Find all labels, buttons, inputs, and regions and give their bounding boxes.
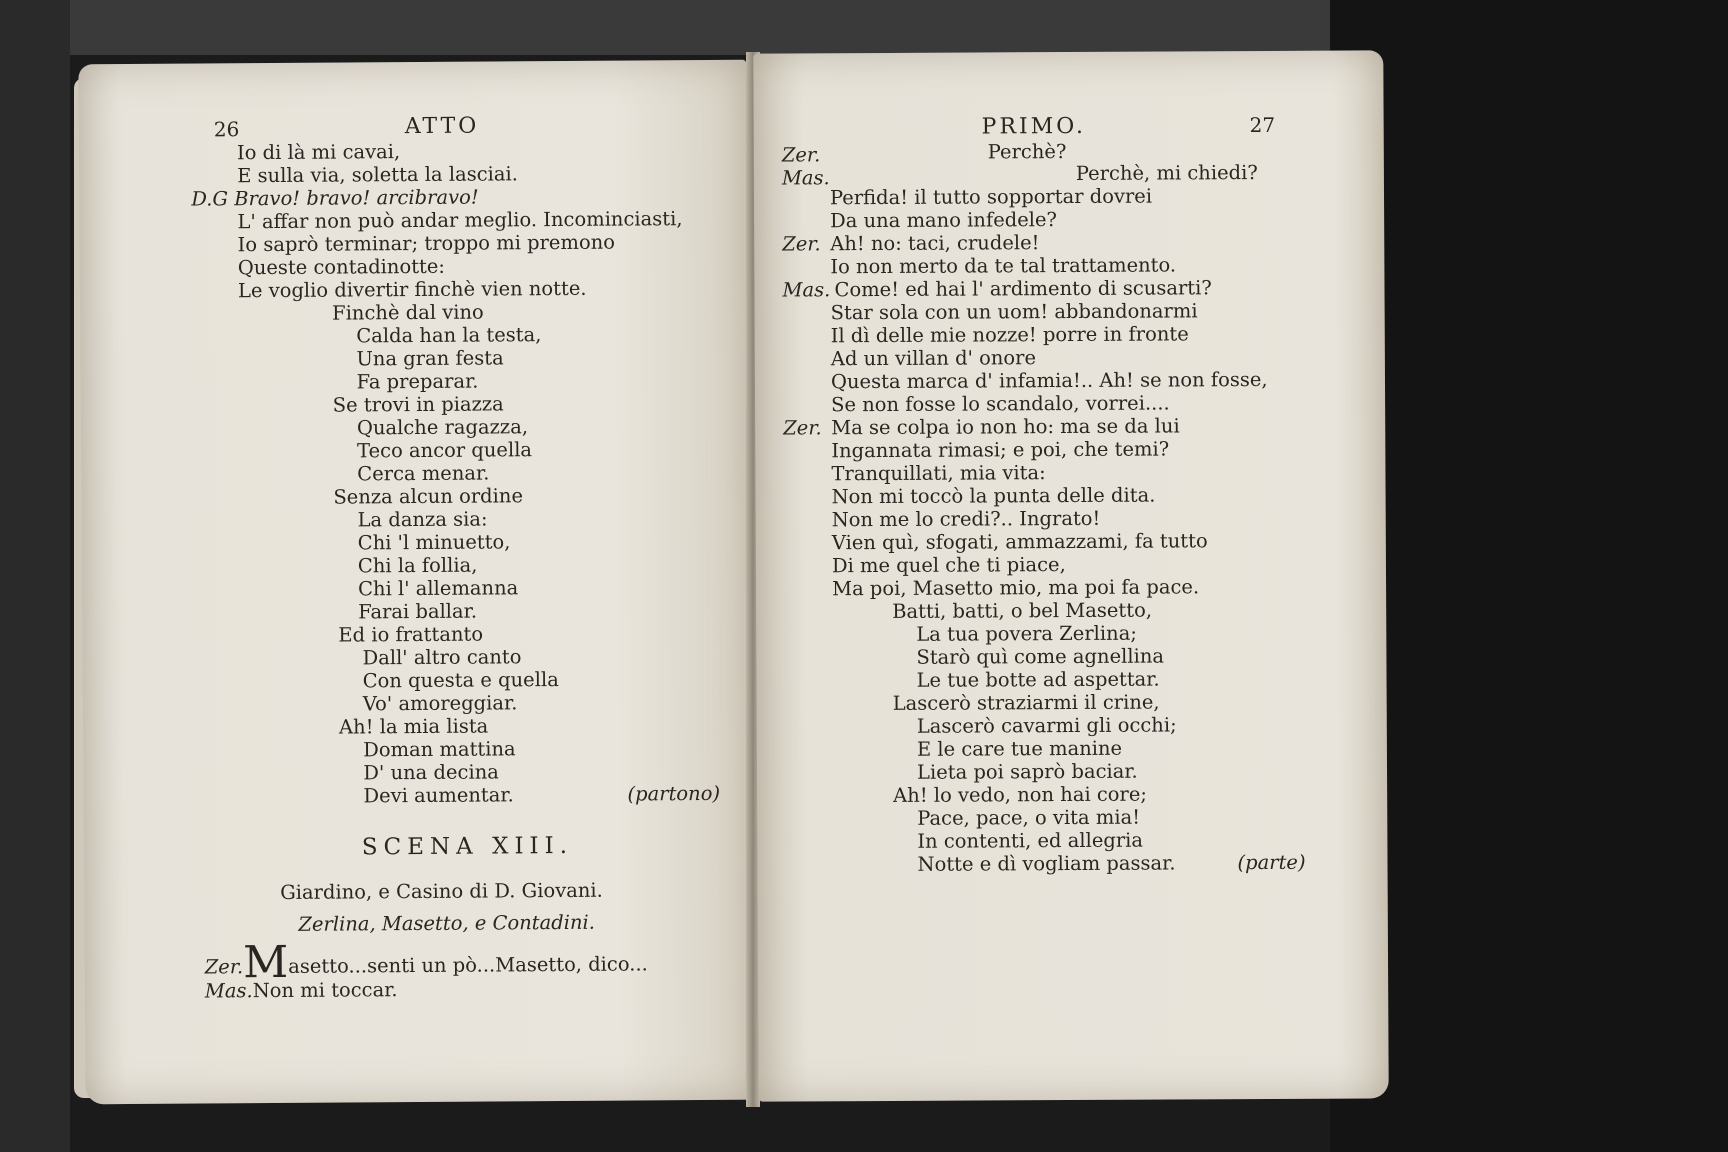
text-line: Non me lo credi?.. Ingrato! bbox=[831, 506, 1101, 532]
text-line: Star sola con un uom! abbandonarmi bbox=[830, 299, 1198, 325]
text-line: Ad un villan d' onore bbox=[830, 346, 1037, 371]
verse-line: In contenti, ed allegria bbox=[917, 828, 1144, 853]
verse-line: Finchè dal vino bbox=[332, 300, 484, 325]
verse-line: E le care tue manine bbox=[916, 736, 1123, 761]
text-line: Da una mano infedele? bbox=[830, 208, 1058, 233]
verse-line: Doman mattina bbox=[363, 737, 516, 762]
background-band bbox=[70, 0, 1330, 55]
speaker-label: Mas. bbox=[781, 166, 830, 190]
verse-line: Una gran festa bbox=[356, 346, 504, 371]
text-line: L' affar non può andar meglio. Incominciasti, bbox=[237, 207, 683, 234]
verse-line: Lascerò cavarmi gli occhi; bbox=[916, 713, 1177, 738]
speaker-label: Mas. bbox=[204, 979, 253, 1003]
verse-line: Le tue botte ad aspettar. bbox=[916, 667, 1160, 692]
speaker-label: Mas. bbox=[782, 278, 831, 302]
verse-line: Ah! lo vedo, non hai core; bbox=[893, 782, 1148, 807]
speaker-label: Zer. bbox=[782, 232, 821, 256]
left-page bbox=[78, 60, 753, 1105]
scene-setting: Giardino, e Casino di D. Giovani. bbox=[280, 878, 603, 904]
text-line: Di me quel che ti piace, bbox=[831, 553, 1066, 578]
verse-line: La tua povera Zerlina; bbox=[916, 621, 1137, 646]
running-head: ATTO bbox=[404, 113, 480, 140]
speaker-label: Zer. bbox=[781, 143, 821, 167]
scene-title: SCENA XIII. bbox=[361, 832, 574, 861]
text-line: Ma poi, Masetto mio, ma poi fa pace. bbox=[832, 575, 1200, 601]
text-line: Io di là mi cavai, bbox=[236, 140, 401, 165]
stage-direction: (parte) bbox=[1237, 850, 1306, 875]
verse-line: Lieta poi saprò baciar. bbox=[916, 759, 1138, 784]
scene-characters: Zerlina, Masetto, e Contadini. bbox=[298, 910, 596, 936]
verse-line: D' una decina bbox=[363, 760, 499, 785]
verse-line: Se trovi in piazza bbox=[332, 392, 504, 417]
text-line: Perfida! il tutto sopportar dovrei bbox=[829, 184, 1153, 210]
verse-line: Batti, batti, o bel Masetto, bbox=[892, 598, 1153, 623]
text-line: Questa marca d' infamia!.. Ah! se non fosse, bbox=[830, 367, 1268, 394]
drop-capital: M bbox=[242, 936, 289, 989]
verse-line: Chi l' allemanna bbox=[357, 576, 519, 601]
verse-line: Pace, pace, o vita mia! bbox=[917, 805, 1141, 830]
text-line: E sulla via, soletta la lasciai. bbox=[237, 162, 518, 188]
text-line: Vien quì, sfogati, ammazzami, fa tutto bbox=[831, 529, 1208, 555]
verse-line: La danza sia: bbox=[357, 507, 488, 532]
background-right bbox=[1330, 0, 1728, 1152]
speaker-label: Zer. bbox=[783, 416, 822, 440]
verse-line: Teco ancor quella bbox=[357, 438, 533, 463]
dialogue-text: Non mi toccar. bbox=[252, 978, 398, 1003]
verse-line: Chi la follia, bbox=[357, 553, 478, 578]
verse-line: Con questa e quella bbox=[362, 668, 559, 693]
text-line: Ma se colpa io non ho: ma se da lui bbox=[831, 414, 1180, 440]
background-left bbox=[0, 0, 70, 1152]
text-line: Ah! no: taci, crudele! bbox=[830, 231, 1040, 256]
verse-line: Ed io frattanto bbox=[338, 622, 484, 647]
stage-direction: (partono) bbox=[627, 781, 721, 806]
verse-line: Qualche ragazza, bbox=[356, 415, 529, 440]
running-head: PRIMO. bbox=[981, 113, 1087, 140]
verse-line: Cerca menar. bbox=[357, 461, 490, 486]
verse-line: Devi aumentar. bbox=[363, 783, 514, 808]
verse-line: Fa preparar. bbox=[356, 369, 479, 394]
text-line: D.G Bravo! bravo! arcibravo! bbox=[191, 185, 479, 211]
text-line: Se non fosse lo scandalo, vorrei.... bbox=[831, 391, 1170, 417]
text-line: Io non merto da te tal trattamento. bbox=[830, 253, 1177, 279]
verse-line: Chi 'l minuetto, bbox=[357, 530, 511, 555]
dialogue-text: asetto...senti un pò...Masetto, dico... bbox=[288, 952, 648, 978]
verse-line: Notte e dì vogliam passar. bbox=[917, 851, 1176, 876]
right-page bbox=[753, 50, 1388, 1101]
page-number: 26 bbox=[213, 117, 240, 142]
text-line: Io saprò terminar; troppo mi premono bbox=[237, 230, 616, 257]
verse-line: Starò quì come agnellina bbox=[916, 644, 1165, 669]
text-line: Ingannata rimasi; e poi, che temi? bbox=[831, 437, 1170, 463]
verse-line: Ah! la mia lista bbox=[338, 714, 489, 739]
text-line: Come! ed hai l' ardimento di scusarti? bbox=[834, 276, 1212, 302]
verse-line: Senza alcun ordine bbox=[333, 484, 524, 509]
verse-line: Dall' altro canto bbox=[362, 645, 522, 670]
text-line: Tranquillati, mia vita: bbox=[831, 461, 1046, 486]
text-line: Non mi toccò la punta delle dita. bbox=[831, 483, 1156, 509]
text-line: Perchè? bbox=[987, 140, 1067, 164]
page-number: 27 bbox=[1249, 112, 1276, 138]
verse-line: Farai ballar. bbox=[358, 599, 478, 624]
text-line: Il dì delle mie nozze! porre in fronte bbox=[830, 322, 1189, 348]
verse-line: Lascerò straziarmi il crine, bbox=[892, 690, 1160, 715]
dialogue-line-masetto bbox=[205, 978, 398, 1002]
verse-line: Vo' amoreggiar. bbox=[362, 691, 518, 716]
verse-line: Calda han la testa, bbox=[356, 323, 542, 348]
dialogue-line-zerlina bbox=[204, 936, 648, 989]
speaker-label: Zer. bbox=[204, 955, 244, 979]
text-line: Perchè, mi chiedi? bbox=[1075, 161, 1258, 185]
text-line: Le voglio divertir finchè vien notte. bbox=[237, 276, 587, 303]
text-line: Queste contadinotte: bbox=[237, 254, 446, 280]
